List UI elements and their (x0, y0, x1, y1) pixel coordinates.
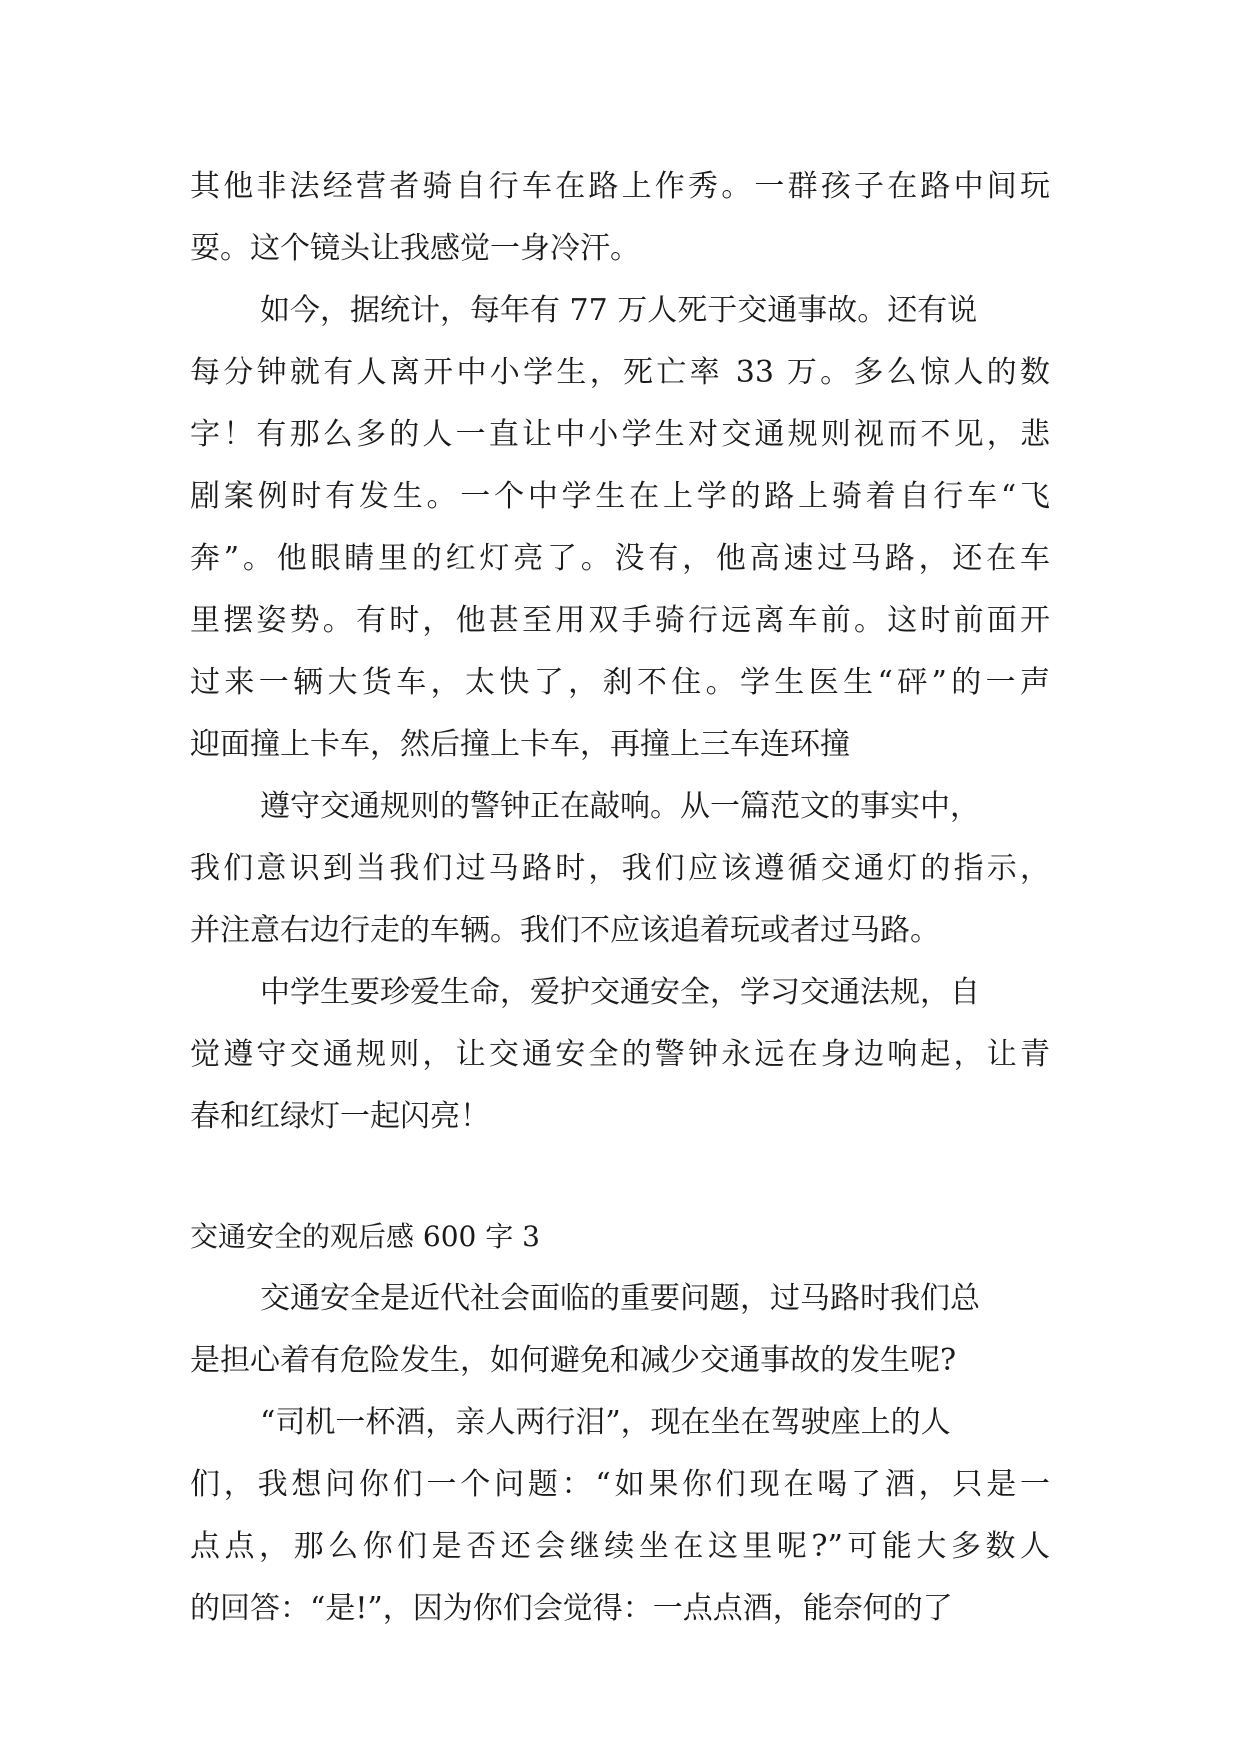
paragraph (190, 156, 1050, 280)
text-line: 过来一辆大货车，太快了，刹不住。学生医生“砰”的一声 (190, 665, 1050, 700)
text-line: 遵守交通规则的警钟正在敲响。从一篇范文的事实中， (260, 789, 980, 824)
text-line: 剧案例时有发生。一个中学生在上学的路上骑着自行车“飞 (190, 479, 1050, 514)
text-line: 是担心着有危险发生，如何避免和减少交通事故的发生呢? (190, 1343, 957, 1378)
paragraph (190, 962, 1050, 1148)
text-line: 点点，那么你们是否还会继续坐在这里呢?”可能大多数人 (190, 1529, 1050, 1564)
section-heading: 交通安全的观后感 600 字 3 (190, 1220, 540, 1253)
text-line: 其他非法经营者骑自行车在路上作秀。一群孩子在路中间玩 (190, 169, 1050, 204)
text-line: 春和红绿灯一起闪亮！ (190, 1099, 490, 1134)
paragraph (190, 776, 1050, 962)
text-line: 迎面撞上卡车，然后撞上卡车，再撞上三车连环撞 (190, 727, 850, 762)
paragraph (190, 1268, 1050, 1392)
text-line: 并注意右边行走的车辆。我们不应该追着玩或者过马路。 (190, 913, 940, 948)
text-line: 如今，据统计，每年有 77 万人死于交通事故。还有说 (260, 293, 978, 328)
section-spacer (190, 1148, 1050, 1206)
text-line: 中学生要珍爱生命，爱护交通安全，学习交通法规，自 (260, 975, 980, 1010)
text-line: 们，我想问你们一个问题：“如果你们现在喝了酒，只是一 (190, 1467, 1050, 1502)
document-body (190, 156, 1050, 1640)
text-line: 交通安全是近代社会面临的重要问题，过马路时我们总 (260, 1281, 980, 1316)
text-line: 的回答：“是!”，因为你们会觉得：一点点酒，能奈何的了 (190, 1591, 953, 1626)
text-line: 奔”。他眼睛里的红灯亮了。没有，他高速过马路，还在车 (190, 541, 1050, 576)
text-line: “司机一杯酒，亲人两行泪”，现在坐在驾驶座上的人 (260, 1405, 951, 1440)
text-line: 字！有那么多的人一直让中小学生对交通规则视而不见，悲 (190, 417, 1050, 452)
paragraph (190, 280, 1050, 776)
paragraph (190, 1392, 1050, 1640)
text-line: 每分钟就有人离开中小学生，死亡率 33 万。多么惊人的数 (190, 355, 1050, 390)
text-line: 觉遵守交通规则，让交通安全的警钟永远在身边响起，让青 (190, 1037, 1050, 1072)
text-line: 里摆姿势。有时，他甚至用双手骑行远离车前。这时前面开 (190, 603, 1050, 638)
text-line: 我们意识到当我们过马路时，我们应该遵循交通灯的指示， (190, 851, 1050, 886)
text-line: 耍。这个镜头让我感觉一身冷汗。 (190, 231, 640, 266)
